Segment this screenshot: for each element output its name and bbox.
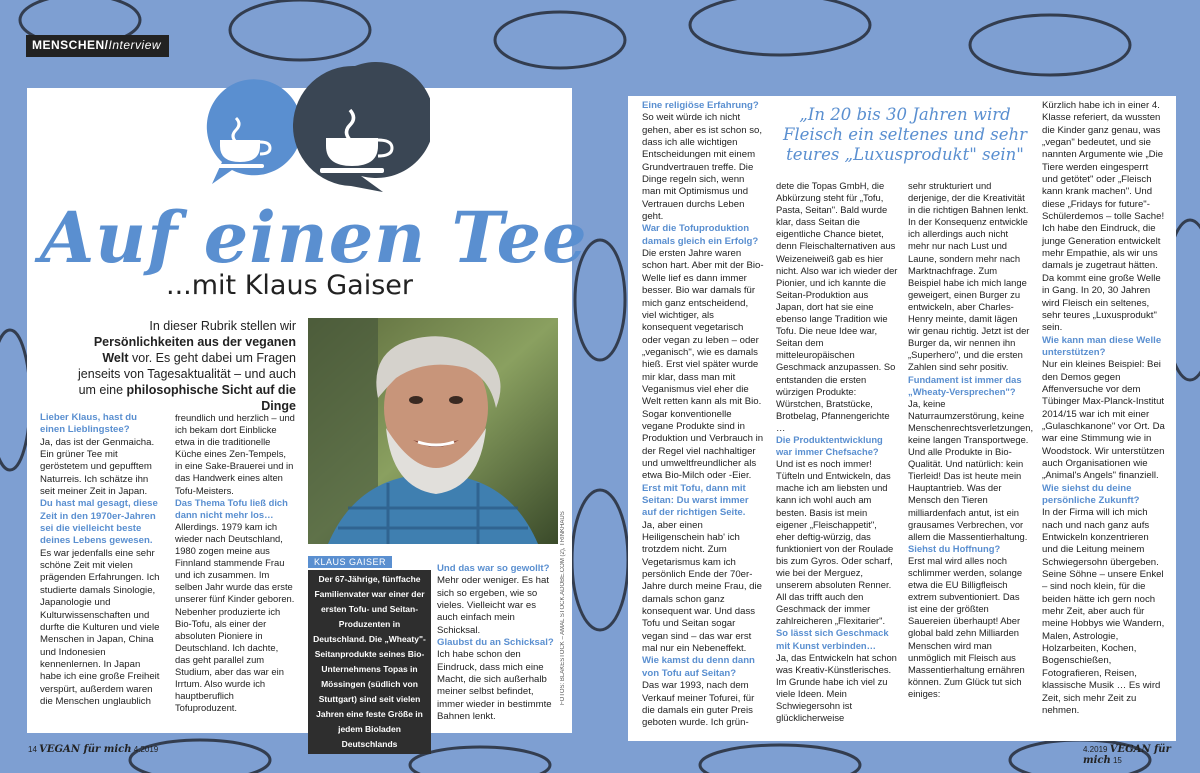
article-subtitle: ...mit Klaus Gaiser: [166, 270, 413, 301]
answer: Kürzlich habe ich in einer 4. Klasse referiert, da wussten die Kinder ganz genau, was „vegan" bedeutet, und sie nannten Argumente wie „Die Tiere werden eingesperrt und getötet" oder „Fleisch kann krank machen". Und diese „Fridays for future"-Schülerdemos – tolle Sache! Ich habe den Eindruck, die junge Generation entwickelt mehr Empathie, als wir uns damals je zugetraut hätten. Da kommt eine große Welle in Gang. In 20, 30 Jahren wird Fleisch ein seltenes, sehr teures „Luxusprodukt" sein.: [1042, 100, 1165, 334]
magazine-brand: VEGAN für mich: [39, 744, 132, 755]
question: Das Thema Tofu ließ dich dann nicht mehr los…: [175, 496, 288, 520]
caption-name: KLAUS GAISER: [308, 556, 392, 568]
text-column-2: [175, 412, 295, 714]
answer: Es war jedenfalls eine sehr schöne Zeit mit vielen prägenden Erfahrungen. Ich studierte damals Sinologie, Japanologie und Kulturwissenschaften und durfte die Kulturen und viele Menschen in Japan, China und Indonesien kennenlernen. In Japan habe ich eine große Freiheit verspürt, außerdem waren die Menschen unglaublich: [40, 547, 160, 707]
text-column-7: [1042, 100, 1166, 717]
photo-caption: [308, 552, 431, 754]
answer: Ja, das ist der Genmaicha. Ein grüner Tee mit geröstetem und gepufftem Naturreis. Ich schätze ihn seit meiner Zeit in Japan.: [40, 436, 155, 498]
issue-number: 4.2019: [1083, 745, 1108, 754]
question: Wie kann man diese Welle unterstützen?: [1042, 334, 1162, 358]
question: Du hast mal gesagt, diese Zeit in den 1970er-Jahren sei die vielleicht beste deines Lebens gewesen.: [40, 498, 158, 547]
question: So lässt sich Geschmack mit Kunst verbinden…: [776, 627, 889, 651]
question: Lieber Klaus, hast du einen Lieblingstee?: [40, 412, 138, 436]
text-column-4: [642, 100, 764, 730]
intro-part: vor. Es geht dabei um Fragen jenseits von Tagesaktualität – und auch um eine: [78, 351, 296, 397]
intro-bold: Persönlichkeiten aus der veganen Welt: [93, 335, 296, 365]
answer: So weit würde ich nicht gehen, aber es ist schon so, dass ich alle wichtigen Entscheidungen mit einem Grundvertrauen treffe. Die Dinge regeln sich, wenn man mit Optimismus und Vertrauen durchs Leben geht.: [642, 112, 762, 223]
answer: Das war 1993, nach dem Verkauf meiner Tofurei, für die damals ein guter Preis geboten wurde. Ich grün-: [642, 680, 755, 729]
answer: Allerdings. 1979 kam ich wieder nach Deutschland, 1980 zogen meine aus Finnland stammende Frau und ich zusammen. Im selben Jahr wurde das erste unserer fünf Kinder geboren. Nebenher produzierte ich Bio-Tofu, als einer der absoluten Pioniere in Deutschland. Ich dachte, das geht parallel zum Studium, aber das war ein Irrtum. Also wurde ich hauptberuflich Tofuproduzent.: [175, 520, 295, 714]
answer: Ja, keine Naturraumzerstörung, keine Menschenrechtsverletzungen, keine langen Transportwege. Und alle Produkte in Bio-Qualität. Und natürlich: kein Tierleid! Das ist heute mein Hauptantrieb. Was der Mensch den Tieren milliardenfach antut, ist ein grausames Verbrechen, vor allem die Massentierhaltung.: [908, 397, 1034, 542]
answer: freundlich und herzlich – und ich bekam dort Einblicke etwa in die traditionelle Küche eines Zen-Tempels, in eine Sake-Brauerei und in das Handwerk eines alten Tofu-Meisters.: [175, 412, 295, 496]
text-column-5: [776, 180, 898, 724]
question: Siehst du Hoffnung?: [908, 542, 1001, 554]
answer: Ja, aber einen Heiligenschein hab' ich trotzdem nicht. Zum Vegetarismus kam ich persönlich Ende der 70er-Jahre durch meine Frau, die damals schon ganz konsequent war. Und dass Tofu und Seitan sogar vegan sind – das war erst mal nur ein Nebeneffekt.: [642, 519, 762, 655]
footer-right: [1083, 744, 1200, 766]
intro-text: [74, 318, 296, 414]
answer: Erst mal wird alles noch schlimmer werden, solange etwa die EU Billigfleisch extrem subventioniert. Das ist eine der größten Sauereien überhaupt! Aber global bald zehn Milliarden Menschen wird man unmöglich mit Fleisch aus Massentierhaltung ernähren können. Zum Glück tut sich einiges:: [908, 554, 1025, 699]
answer: dete die Topas GmbH, die Abkürzung steht für „Tofu, Pasta, Seitan". Bald wurde klar, dass Seitan die eigentliche Chance bietet, denn Fleischalternativen aus Weizeneiweiß gab es hier nicht. Also war ich wieder der Pionier, und ich kannte die Seitan-Produktion aus Japan, dort hat sie eine ebenso lange Tradition wie Tofu. Die neue Idee war, Seitan dem mitteleuropäischen Geschmack anzupassen. So entstanden die ersten würzigen Produkte: Würstchen, Bratstücke, Brotbelag, Pfannengerichte …: [776, 180, 898, 433]
answer: Nur ein kleines Beispiel: Bei den Demos gegen Affenversuche vor dem Tübinger Max-Planck-Institut 2014/15 war ich mit einer „Gulaschkanone" vor Ort. Da war eine Stimmung wie in Woodstock. Wir unterstützen auch Organisationen wie „Animal's Angels" finanziell.: [1042, 359, 1165, 482]
question: Die Produktentwicklung war immer Chefsache?: [776, 433, 883, 458]
question: Glaubst du an Schicksal?: [437, 637, 554, 649]
issue-number: 4.2019: [133, 745, 159, 754]
text-column-3: [437, 563, 555, 723]
caption-text: Der 67-Jährige, fünffache Familienvater war einer der ersten Tofu- und Seitan-Produzenten in Deutschland. Die „Wheaty"-Seitanprodukte seines Bio-Unternehmens Topas in Mössingen (südlich von Stuttgart) sind seit vielen Jahren eine feste Größe in jedem Bioladen Deutschlands: [308, 570, 431, 754]
section-sublabel: Interview: [108, 38, 162, 52]
answer: sehr strukturiert und derjenige, der die Kreativität in die richtigen Bahnen lenkt. In der Konsequenz entwickle ich allerdings auch nicht mehr nur nach Lust und Laune, sondern mehr nach Marktnachfrage. Zum Beispiel habe ich mich lange geweigert, einen Burger zu entwickeln, aber Charles-Henry meinte, damit lägen wir genau richtig. Jetzt ist der Burger da, wir nennen ihn „Superhero", und die ersten Zahlen sind sehr positiv.: [908, 180, 1030, 373]
magazine-brand: VEGAN für mich: [1083, 744, 1171, 766]
answer: Die ersten Jahre waren schon hart. Aber mit der Bio-Welle lief es dann immer besser. Bio war damals für mich ganz entscheidend, viel wichtiger, als konsequent vegetarisch oder vegan zu leben – oder „veganisch", wie es damals hieß. Erst viel später wurde mir klar, dass man mit Veganismus viel eher die Welt retten kann als mit Bio. Sogar konventionelle vegane Produkte sind in Produktion und Verbrauch in der Regel viel nachhaltiger und umweltfreundlicher als etwa Bio-Milch oder -Eier.: [642, 248, 764, 482]
question: Und das war so gewollt?: [437, 563, 550, 574]
footer-left: [28, 744, 158, 755]
answer: In der Firma will ich mich nach und nach ganz aufs Entwickeln konzentrieren und die Leitung meinem Schwiegersohn übergeben. Seine Söhne – unsere Enkel – sind noch klein, für die beiden hätte ich gern noch mehr Zeit, aber auch für meine Hobbys wie Wandern, Malen, Astrologie, Holzarbeiten, Kochen, Bogenschießen, Fotografieren, Reisen, klassische Musik … Es wird Zeit, sich mehr Zeit zu nehmen.: [1042, 507, 1165, 716]
answer: Ja, das Entwickeln hat schon was Kreativ-Künstlerisches. Im Grunde habe ich viel zu viele Ideen. Mein Schwiegersohn ist glücklicherweise: [776, 651, 897, 724]
question: Erst mit Tofu, dann mit Seitan: Du warst immer auf der richtigen Seite.: [642, 482, 749, 519]
page-number: 15: [1112, 756, 1122, 765]
answer: Mehr oder weniger. Es hat sich so ergeben, wie so vieles. Vielleicht war es auch einfach mein Schicksal.: [437, 575, 549, 636]
question: Wie kamst du denn dann von Tofu auf Seitan?: [642, 655, 755, 679]
photo-credit: FOTOS: BLAKESTOCK – AMAL STOCK.ADOBE.COM (2), TRINKHAUS: [560, 511, 566, 705]
section-label: MENSCHEN: [32, 38, 105, 52]
section-tag: MENSCHEN/Interview: [26, 35, 169, 57]
page-number: 14: [28, 745, 37, 754]
text-column-1: [40, 412, 160, 708]
question: Eine religiöse Erfahrung?: [642, 100, 759, 111]
portrait-photo: [308, 318, 558, 544]
question: Fundament ist immer das „Wheaty-Versprechen"?: [908, 373, 1022, 397]
question: Wie siehst du deine persönliche Zukunft?: [1042, 482, 1140, 506]
intro-bold: philosophische Sicht auf die Dinge: [126, 383, 296, 413]
tea-cup-bubbles-icon: [190, 60, 430, 200]
article-title: Auf einen Tee: [40, 196, 588, 279]
question: War die Tofuproduktion damals gleich ein Erfolg?: [642, 223, 759, 247]
text-column-6: [908, 180, 1034, 700]
answer: Und ist es noch immer! Tüfteln und Entwickeln, das mache ich am liebsten und kann ich wohl auch am besten. Basis ist mein eigener „Fleischappetit", eher deftig-würzig, das funktioniert von der Roulade bis zum Gyros. Oder scharf, wie bei der Merguez, unserem absoluten Renner. All das trifft auch den Geschmack der immer zahlreicheren „Flexitarier".: [776, 458, 894, 627]
pull-quote: „In 20 bis 30 Jahren wird Fleisch ein seltenes und sehr teures „Luxusprodukt" sein": [782, 105, 1028, 164]
intro-part: In dieser Rubrik stellen wir: [149, 319, 296, 333]
answer: Ich habe schon den Eindruck, dass mich eine Macht, die sich außerhalb meiner selbst befindet, immer wieder in bestimmte Bahnen lenkt.: [437, 649, 552, 723]
